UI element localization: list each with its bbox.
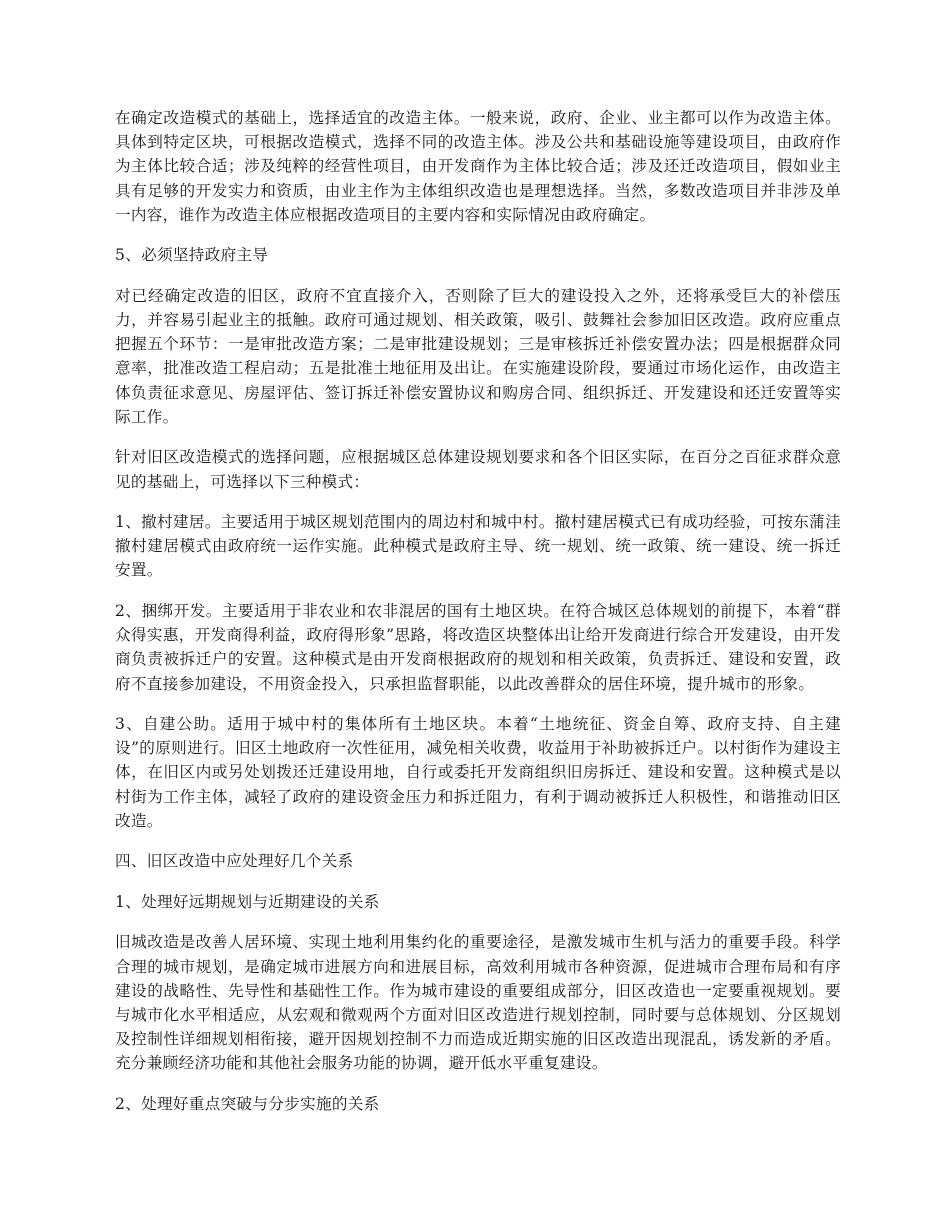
paragraph-mode-1: 1、撤村建居。主要适用于城区规划范围内的周边村和城中村。撤村建居模式已有成功经验，可按东蒲洼撤村建居模式由政府统一运作实施。此种模式是政府主导、统一规划、统一政策、统一建设、统一拆迁安置。 — [115, 513, 841, 580]
paragraph-mode-3: 3、自建公助。适用于城中村的集体所有土地区块。本着“土地统征、资金自筹、政府支持、自主建设”的原则进行。旧区土地政府一次性征用，减免相关收费，收益用于补助被拆迁户。以村街作为建设主体，在旧区内或另处划拨还迁建设用地，自行或委托开发商组织旧房拆迁、建设和安置。这种模式是以村街为工作主体，减轻了政府的建设资金压力和拆迁阻力，有利于调动被拆迁人积极性，和谐推动旧区改造。 — [115, 715, 841, 830]
heading-government-lead: 5、必须坚持政府主导 — [115, 246, 269, 265]
paragraph-mode-2: 2、捆绑开发。主要适用于非农业和农非混居的国有土地区块。在符合城区总体规划的前提下，本着“群众得实惠，开发商得利益，政府得形象”思路，将改造区块整体出让给开发商进行综合开发建设，由开发商负责被拆迁户的安置。这种模式是由开发商根据政府的规划和相关政策，负责拆迁、建设和安置，政府不直接参加建设，不用资金投入，只承担监督职能，以此改善群众的居住环境，提升城市的形象。 — [115, 601, 841, 693]
paragraph-reform-subject: 在确定改造模式的基础上，选择适宜的改造主体。一般来说，政府、企业、业主都可以作为改造主体。具体到特定区块，可根据改造模式，选择不同的改造主体。涉及公共和基础设施等建设项目，由政府作为主体比较合适；涉及纯粹的经营性项目，由开发商作为主体比较合适；涉及还迁改造项目，假如业主具有足够的开发实力和资质，由业主作为主体组织改造也是理想选择。当然，多数改造项目并非涉及单一内容，谁作为改造主体应根据改造项目的主要内容和实际情况由政府确定。 — [115, 109, 841, 224]
paragraph-mode-selection: 针对旧区改造模式的选择问题，应根据城区总体建设规划要求和各个旧区实际，在百分之百征求群众意见的基础上，可选择以下三种模式： — [115, 448, 841, 491]
document-body — [115, 106, 841, 1132]
paragraph-government-role: 对已经确定改造的旧区，政府不宜直接介入，否则除了巨大的建设投入之外，还将承受巨大的补偿压力，并容易引起业主的抵触。政府可通过规划、相关政策，吸引、鼓舞社会参加旧区改造。政府应重点把握五个环节：一是审批改造方案；二是审批建设规划；三是审核拆迁补偿安置办法；四是根据群众同意率，批准改造工程启动；五是批准土地征用及出让。在实施建设阶段，要通过市场化运作，由改造主体负责征求意见、房屋评估、签订拆迁补偿安置协议和购房合同、组织拆迁、开发建设和还迁安置等实际工作。 — [115, 286, 841, 426]
paragraph-planning: 旧城改造是改善人居环境、实现土地利用集约化的重要途径，是激发城市生机与活力的重要手段。科学合理的城市规划，是确定城市进展方向和进展目标，高效利用城市各种资源，促进城市合理布局和有序建设的战略性、先导性和基础性工作。作为城市建设的重要组成部分，旧区改造也一定要重视规划。要与城市化水平相适应，从宏观和微观两个方面对旧区改造进行规划控制，同时要与总体规划、分区规划及控制性详细规划相衔接，避开因规划控制不力而造成近期实施的旧区改造出现混乱，诱发新的矛盾。充分兼顾经济功能和其他社会服务功能的协调，避开低水平重复建设。 — [115, 933, 841, 1073]
subheading-planning-construction: 1、处理好远期规划与近期建设的关系 — [115, 892, 380, 911]
section-heading-relationships: 四、旧区改造中应处理好几个关系 — [115, 852, 354, 871]
subheading-breakthrough-steps: 2、处理好重点突破与分步实施的关系 — [115, 1094, 380, 1113]
